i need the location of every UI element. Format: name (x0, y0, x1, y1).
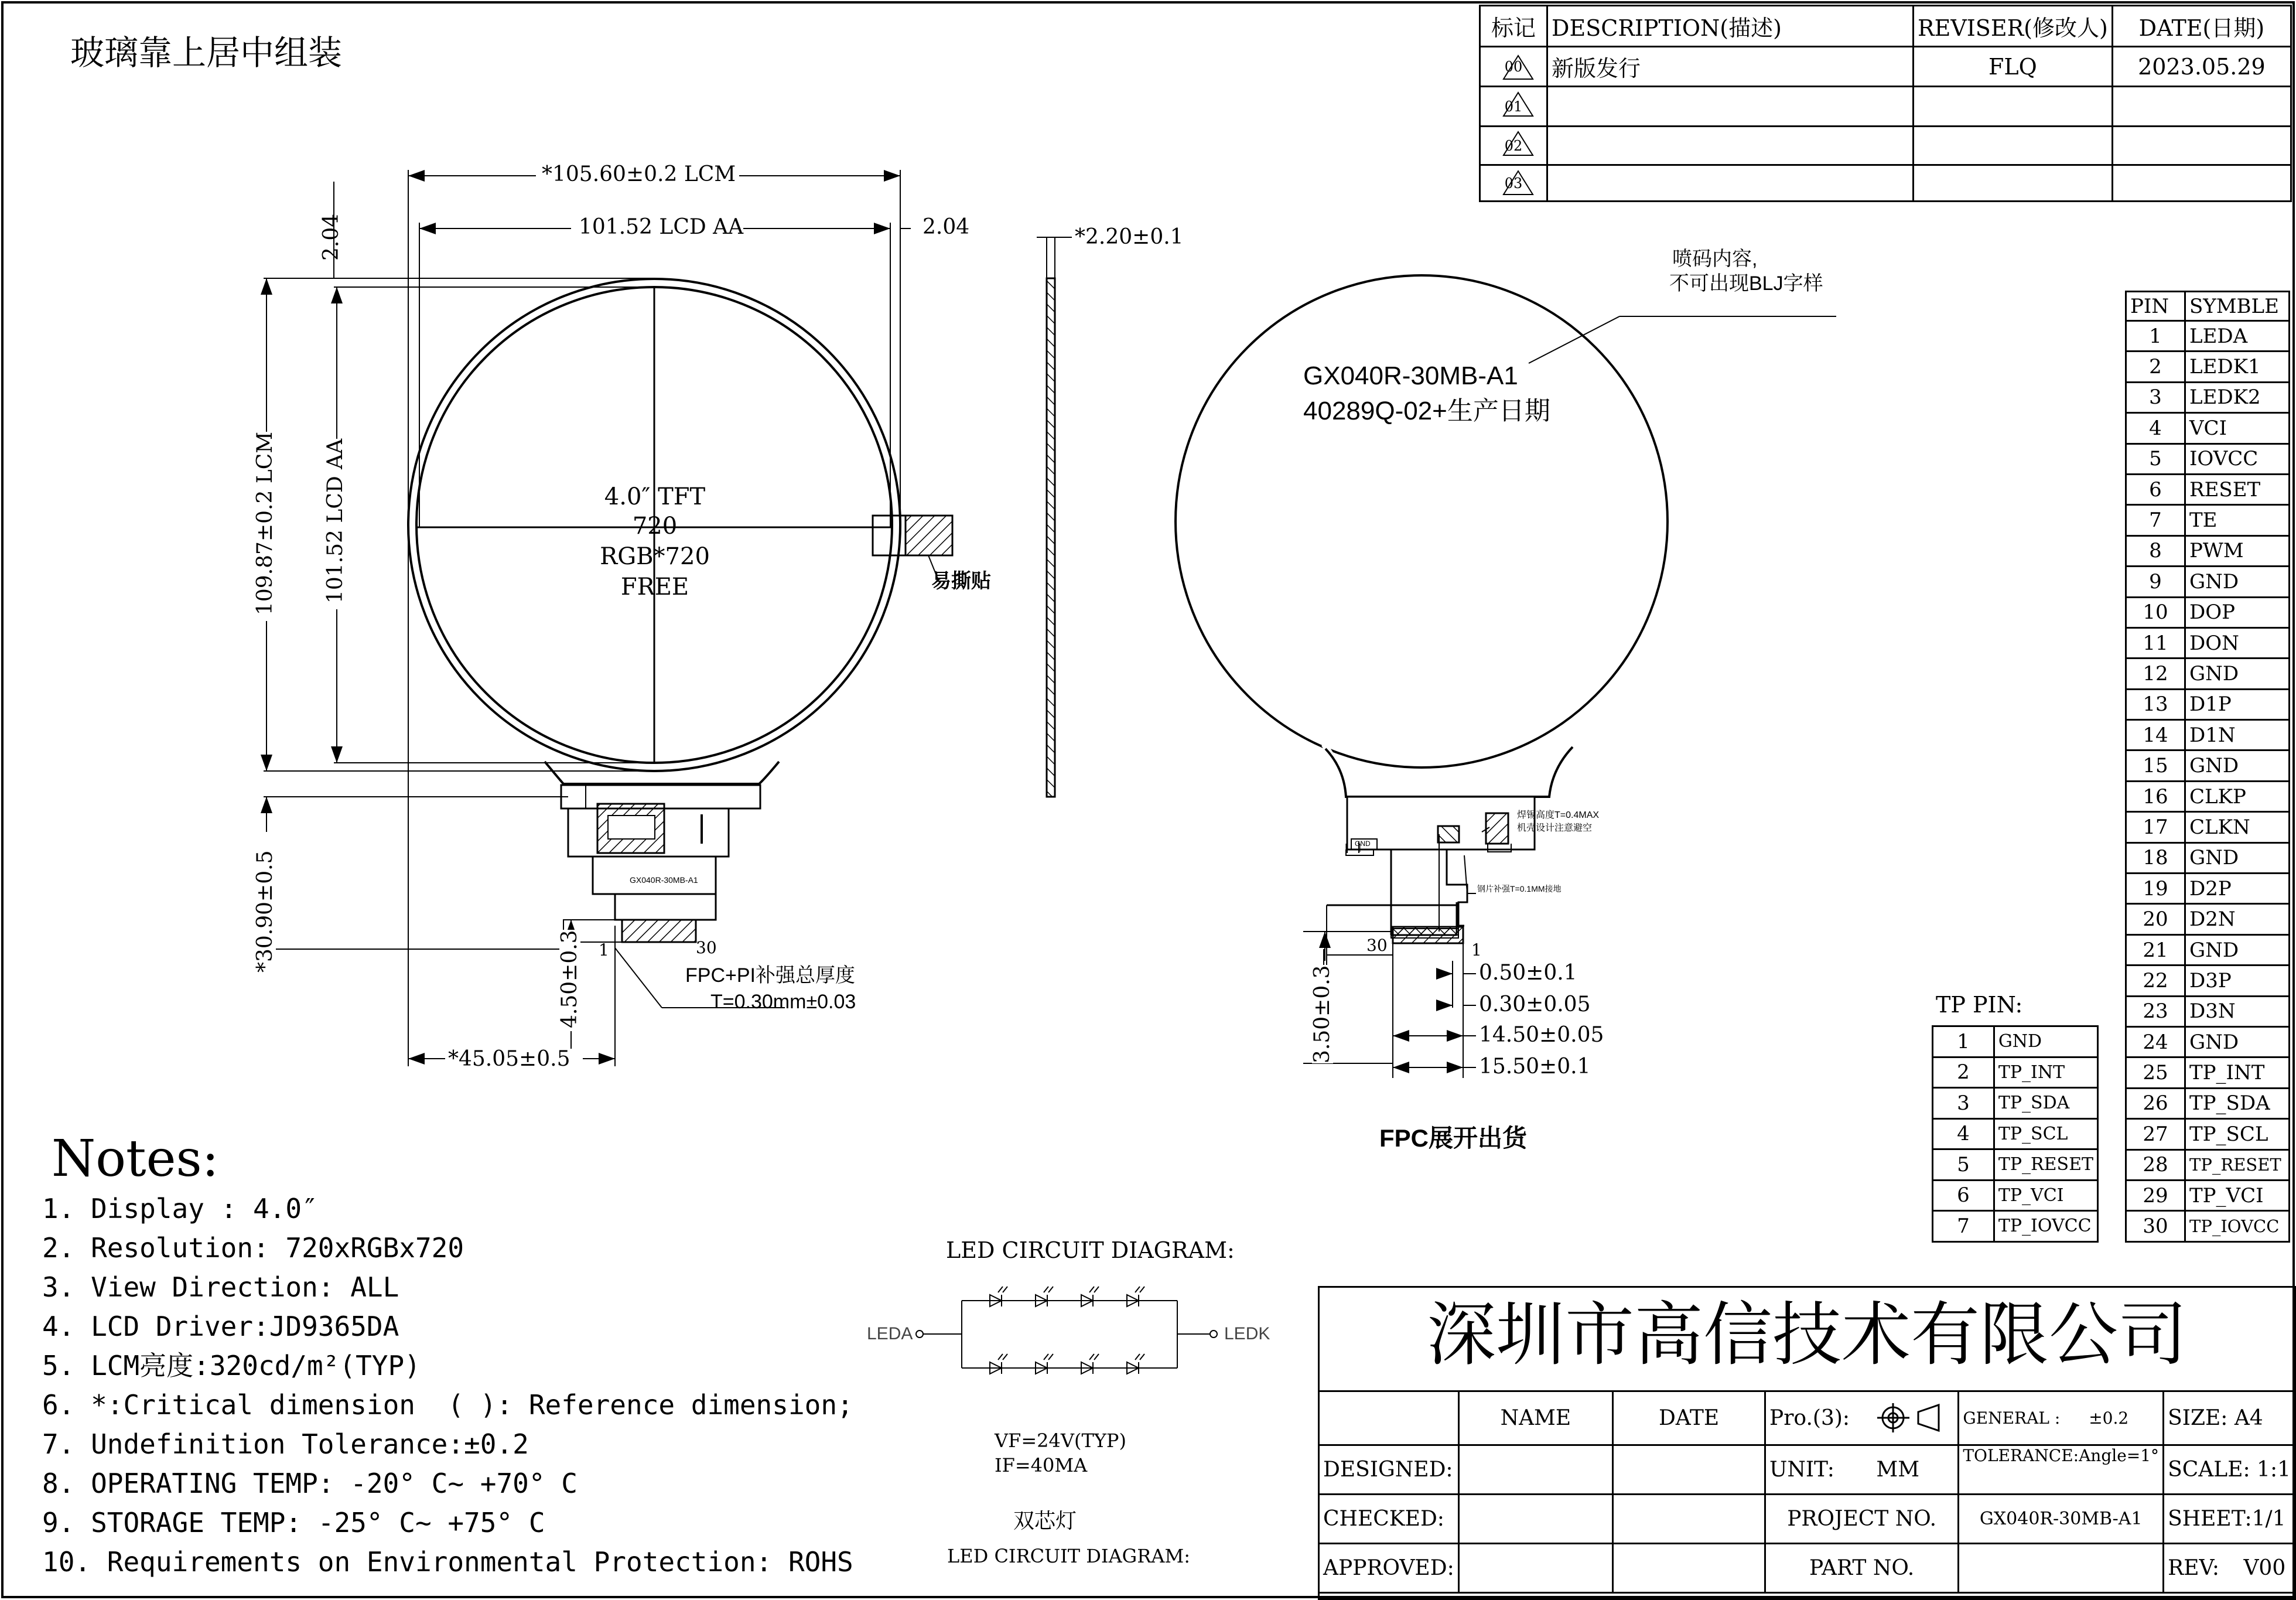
dim-thickness: *2.20±0.1 (1075, 225, 1184, 249)
pin-number: 1 (2126, 321, 2185, 352)
tp-pin-symbol: TP_SDA (1994, 1088, 2097, 1119)
tp-pin-number: 7 (1933, 1211, 1994, 1242)
pin-number: 4 (2126, 413, 2185, 444)
pin-symbol: TP_INT (2185, 1057, 2290, 1088)
note-item: 1. Display : 4.0″ (42, 1193, 318, 1224)
note-item: 7. Undefinition Tolerance:±0.2 (42, 1428, 529, 1460)
rev-date (2112, 127, 2291, 165)
back-note-2: 不可出现BLJ字样 (1669, 272, 1823, 295)
pin-symbol: GND (2185, 1026, 2290, 1057)
back-dim-finger-span: 14.50±0.05 (1479, 1023, 1604, 1047)
fpc-note-2: T=0.30mm±0.03 (710, 991, 856, 1013)
pin-number: 13 (2126, 689, 2185, 719)
stiffener-note: 钢片补强T=0.1MM接地 (1477, 884, 1562, 893)
tp-pin-number: 2 (1933, 1057, 1994, 1088)
rev-mark: 01 (1480, 87, 1547, 127)
panel-rgb-label: RGB*720 (600, 543, 710, 570)
back-marking-1: GX040R-30MB-A1 (1303, 361, 1518, 390)
led-spec-vf: VF=24V(TYP) (995, 1430, 1126, 1452)
pin-header: PIN (2126, 292, 2185, 321)
notes-title: Notes: (52, 1130, 219, 1188)
pin-row (2126, 505, 2290, 535)
pin-row (2126, 413, 2290, 444)
rev-label: REV: (2168, 1556, 2219, 1580)
pin-symbol: IOVCC (2185, 444, 2290, 474)
component-note-1: 焊锡高度T=0.4MAX (1517, 810, 1600, 820)
rev-value: V00 (2243, 1556, 2286, 1580)
note-item: 2. Resolution: 720xRGBx720 (42, 1232, 464, 1264)
dim-fpc-tail: 4.50±0.3 (558, 930, 582, 1028)
tp-pin-number: 6 (1933, 1180, 1994, 1211)
tp-row (1933, 1180, 2098, 1211)
panel-size-label: 4.0″ TFT (604, 483, 706, 510)
title-block-table (1318, 1390, 2296, 1594)
pin-symbol: CLKN (2185, 812, 2290, 842)
back-note-1: 喷码内容, (1672, 248, 1758, 270)
pin-number: 6 (2126, 474, 2185, 504)
pin-row (2126, 750, 2290, 781)
pin-number: 25 (2126, 1057, 2185, 1088)
pin-row (2126, 874, 2290, 904)
tp-table (1932, 1025, 2099, 1243)
back-dim-fpc-width: 15.50±0.1 (1479, 1055, 1591, 1079)
pin-symbol: D2P (2185, 874, 2290, 904)
pin-row (2126, 1088, 2290, 1118)
pin-number: 2 (2126, 352, 2185, 382)
pin-symbol: TP_IOVCC (2185, 1211, 2290, 1241)
pin-number: 16 (2126, 781, 2185, 811)
led-footer: LED CIRCUIT DIAGRAM: (947, 1545, 1190, 1567)
pin-row (2126, 1180, 2290, 1210)
tp-pin-symbol: TP_IOVCC (1994, 1211, 2097, 1242)
pin-number: 27 (2126, 1119, 2185, 1149)
tp-pin-number: 5 (1933, 1149, 1994, 1181)
tolerance-label: TOLERANCE:Angle=1° (1959, 1445, 2164, 1495)
pin-symbol: TP_RESET (2185, 1149, 2290, 1180)
fpc-pin-1: 1 (599, 940, 609, 960)
symble-header: SYMBLE (2185, 292, 2290, 321)
fpc-pin-30: 30 (696, 938, 717, 957)
pin-symbol: LEDA (2185, 321, 2290, 352)
back-dim-finger: 0.30±0.05 (1479, 992, 1591, 1016)
pin-row (2126, 321, 2290, 352)
approved-label: APPROVED: (1319, 1544, 1459, 1593)
pin-number: 3 (2126, 382, 2185, 412)
sheet-label: SHEET:1/1 (2164, 1495, 2295, 1544)
size-label: SIZE: A4 (2164, 1391, 2295, 1445)
tp-row (1933, 1026, 2098, 1057)
tp-pin-symbol: TP_RESET (1994, 1149, 2097, 1181)
rev-date: 2023.05.29 (2112, 47, 2291, 87)
back-dim-fpc-tail: 3.50±0.3 (1310, 965, 1334, 1063)
dim-lcm-height: 109.87±0.2 LCM (253, 431, 277, 615)
pin-number: 8 (2126, 535, 2185, 566)
panel-view-label: FREE (620, 574, 689, 601)
tp-pin-symbol: TP_INT (1994, 1057, 2097, 1088)
general-label: GENERAL : (1963, 1408, 2061, 1428)
pin-number: 20 (2126, 904, 2185, 934)
pin-symbol: TP_SCL (2185, 1119, 2290, 1149)
back-fpc-connector (1327, 905, 1463, 961)
pin-symbol: GND (2185, 934, 2290, 965)
pin-symbol: D1P (2185, 689, 2290, 719)
pin-row (2126, 689, 2290, 719)
pin-symbol: D3N (2185, 996, 2290, 1026)
general-value: ±0.2 (2089, 1408, 2129, 1428)
pin-symbol: CLKP (2185, 781, 2290, 811)
pin-number: 21 (2126, 934, 2185, 965)
designed-label: DESIGNED: (1319, 1445, 1459, 1495)
dim-fpc-length: *30.90±0.5 (253, 850, 277, 973)
rev-reviser (1914, 87, 2113, 127)
pin-row (2126, 1211, 2290, 1241)
pin-row (2126, 597, 2290, 627)
pin-number: 28 (2126, 1149, 2185, 1180)
pin-number: 11 (2126, 627, 2185, 658)
note-item: 10. Requirements on Environmental Protection: ROHS (42, 1546, 853, 1578)
pin-number: 22 (2126, 966, 2185, 996)
pin-number: 15 (2126, 750, 2185, 781)
pin-number: 18 (2126, 842, 2185, 873)
rev-description: 新版发行 (1547, 47, 1914, 87)
rev-reviser (1914, 127, 2113, 165)
back-marking-2: 40289Q-02+生产日期 (1303, 397, 1550, 425)
pin-row (2126, 535, 2290, 566)
pin-row (2126, 1149, 2290, 1180)
note-item: 3. View Direction: ALL (42, 1271, 399, 1303)
dim-lcm-width: *105.60±0.2 LCM (542, 162, 736, 186)
pin-number: 7 (2126, 505, 2185, 535)
note-item: 8. OPERATING TEMP: -20° C~ +70° C (42, 1468, 578, 1499)
tp-row (1933, 1118, 2098, 1149)
rev-mark: 00 (1480, 47, 1547, 87)
component-note-2: 机壳设计注意避空 (1517, 823, 1593, 833)
pin-symbol: D3P (2185, 966, 2290, 996)
pin-symbol: TE (2185, 505, 2290, 535)
note-item: 4. LCD Driver:JD9365DA (42, 1311, 399, 1342)
pin-number: 9 (2126, 567, 2185, 597)
pin-row (2126, 382, 2290, 412)
pin-row (2126, 567, 2290, 597)
rev-col-mark: 标记 (1480, 6, 1547, 47)
pin-symbol: PWM (2185, 535, 2290, 566)
col-name: NAME (1458, 1391, 1612, 1445)
pin-number: 17 (2126, 812, 2185, 842)
panel-resolution-label: 720 (632, 513, 678, 540)
pin-number: 23 (2126, 996, 2185, 1026)
pin-number: 14 (2126, 720, 2185, 750)
rev-col-reviser: REVISER(修改人) (1914, 6, 2113, 47)
back-dim-pitch: 0.50±0.1 (1479, 961, 1577, 985)
led-circuit-title: LED CIRCUIT DIAGRAM: (946, 1237, 1235, 1263)
pin-symbol: GND (2185, 842, 2290, 873)
pin-row (2126, 781, 2290, 811)
rev-description (1547, 87, 1914, 127)
rev-description (1547, 165, 1914, 202)
pin-symbol: LEDK2 (2185, 382, 2290, 412)
pin-row (2126, 627, 2290, 658)
rev-date (2112, 165, 2291, 202)
pin-symbol: DOP (2185, 597, 2290, 627)
rev-date (2112, 87, 2291, 127)
project-no-label: PROJECT NO. (1765, 1495, 1958, 1544)
scale-label: SCALE: 1:1 (2164, 1445, 2295, 1495)
tp-pin-number: 4 (1933, 1118, 1994, 1149)
pin-row (2126, 444, 2290, 474)
pin-number: 24 (2126, 1026, 2185, 1057)
rev-reviser: FLQ (1914, 47, 2113, 87)
pin-symbol: GND (2185, 567, 2290, 597)
dim-aa-height: 101.52 LCD AA (323, 438, 347, 603)
pin-row (2126, 1057, 2290, 1088)
pin-symbol: D2N (2185, 904, 2290, 934)
tp-pin-symbol: GND (1994, 1026, 2097, 1057)
pin-symbol: TP_VCI (2185, 1180, 2290, 1210)
tp-row (1933, 1211, 2098, 1242)
pin-row (2126, 352, 2290, 382)
company-name: 深圳市高信技术有限公司 (1426, 1297, 2187, 1374)
tab-label: 易撕贴 (931, 570, 991, 592)
unit-value: MM (1876, 1458, 1920, 1482)
back-gnd-label: GND (1355, 840, 1371, 848)
rev-col-date: DATE(日期) (2112, 6, 2291, 47)
pin-symbol: DON (2185, 627, 2290, 658)
led-right-label: LEDK (1224, 1324, 1270, 1343)
rev-mark: 03 (1480, 165, 1547, 202)
pin-row (2126, 474, 2290, 504)
rev-description (1547, 127, 1914, 165)
fpc-part-label: GX040R-30MB-A1 (630, 875, 698, 885)
pin-row (2126, 1026, 2290, 1057)
pin-row (2126, 934, 2290, 965)
tp-row (1933, 1088, 2098, 1119)
pin-number: 19 (2126, 874, 2185, 904)
pin-row (2126, 720, 2290, 750)
pin-number: 5 (2126, 444, 2185, 474)
rev-mark: 02 (1480, 127, 1547, 165)
pin-row (2126, 1119, 2290, 1149)
pin-number: 12 (2126, 659, 2185, 689)
dim-fpc-offset: *45.05±0.5 (448, 1047, 570, 1071)
pin-number: 10 (2126, 597, 2185, 627)
led-spec-if: IF=40MA (995, 1454, 1088, 1476)
led-left-label: LEDA (867, 1324, 913, 1343)
tp-pin-number: 3 (1933, 1088, 1994, 1119)
pin-symbol: LEDK1 (2185, 352, 2290, 382)
led-circuit-geometry (916, 1287, 1217, 1374)
led-caption: 双芯灯 (1013, 1509, 1077, 1533)
pin-row (2126, 996, 2290, 1026)
unit-label: UNIT: (1769, 1458, 1834, 1482)
rev-reviser (1914, 165, 2113, 202)
rev-col-description: DESCRIPTION(描述) (1547, 6, 1914, 47)
back-pin-1: 1 (1471, 940, 1482, 960)
tp-pin-number: 1 (1933, 1026, 1994, 1057)
revision-table (1479, 5, 2292, 202)
col-date: DATE (1613, 1391, 1765, 1445)
pin-table (2125, 291, 2290, 1243)
dim-aa-width: 101.52 LCD AA (579, 215, 744, 239)
pin-number: 30 (2126, 1211, 2185, 1241)
note-item: 5. LCM亮度:320cd/m²(TYP) (42, 1350, 421, 1381)
back-pin-30: 30 (1366, 936, 1388, 955)
pin-row (2126, 904, 2290, 934)
project-no-value: GX040R-30MB-A1 (1959, 1495, 2164, 1544)
tp-pin-symbol: TP_VCI (1994, 1180, 2097, 1211)
fpc-note-1: FPC+PI补强总厚度 (685, 964, 855, 987)
pin-symbol: GND (2185, 750, 2290, 781)
tp-table-title: TP PIN: (1936, 992, 2023, 1018)
pin-symbol: GND (2185, 659, 2290, 689)
front-view-geometry (408, 279, 952, 942)
checked-label: CHECKED: (1319, 1495, 1459, 1544)
note-item: 9. STORAGE TEMP: -25° C~ +75° C (42, 1507, 545, 1538)
pin-number: 29 (2126, 1180, 2185, 1210)
dim-offset-right: 2.04 (922, 215, 970, 239)
pin-symbol: TP_SDA (2185, 1088, 2290, 1118)
pin-row (2126, 842, 2290, 873)
tp-row (1933, 1149, 2098, 1181)
header-title: 玻璃靠上居中组装 (70, 34, 343, 72)
note-item: 6. *:Critical dimension ( ): Reference dimension; (42, 1389, 853, 1421)
part-no-label: PART NO. (1765, 1544, 1958, 1593)
side-view-geometry (1037, 237, 1072, 797)
projection-label: Pro.(3): (1765, 1391, 1958, 1445)
pin-row (2126, 659, 2290, 689)
tp-pin-symbol: TP_SCL (1994, 1118, 2097, 1149)
front-view-dimensions (264, 170, 911, 1066)
back-caption: FPC展开出货 (1379, 1124, 1528, 1152)
pin-row (2126, 812, 2290, 842)
pin-row (2126, 966, 2290, 996)
pin-symbol: D1N (2185, 720, 2290, 750)
pin-number: 26 (2126, 1088, 2185, 1118)
tp-row (1933, 1057, 2098, 1088)
pin-symbol: VCI (2185, 413, 2290, 444)
pin-symbol: RESET (2185, 474, 2290, 504)
dim-offset-top: 2.04 (319, 213, 343, 261)
